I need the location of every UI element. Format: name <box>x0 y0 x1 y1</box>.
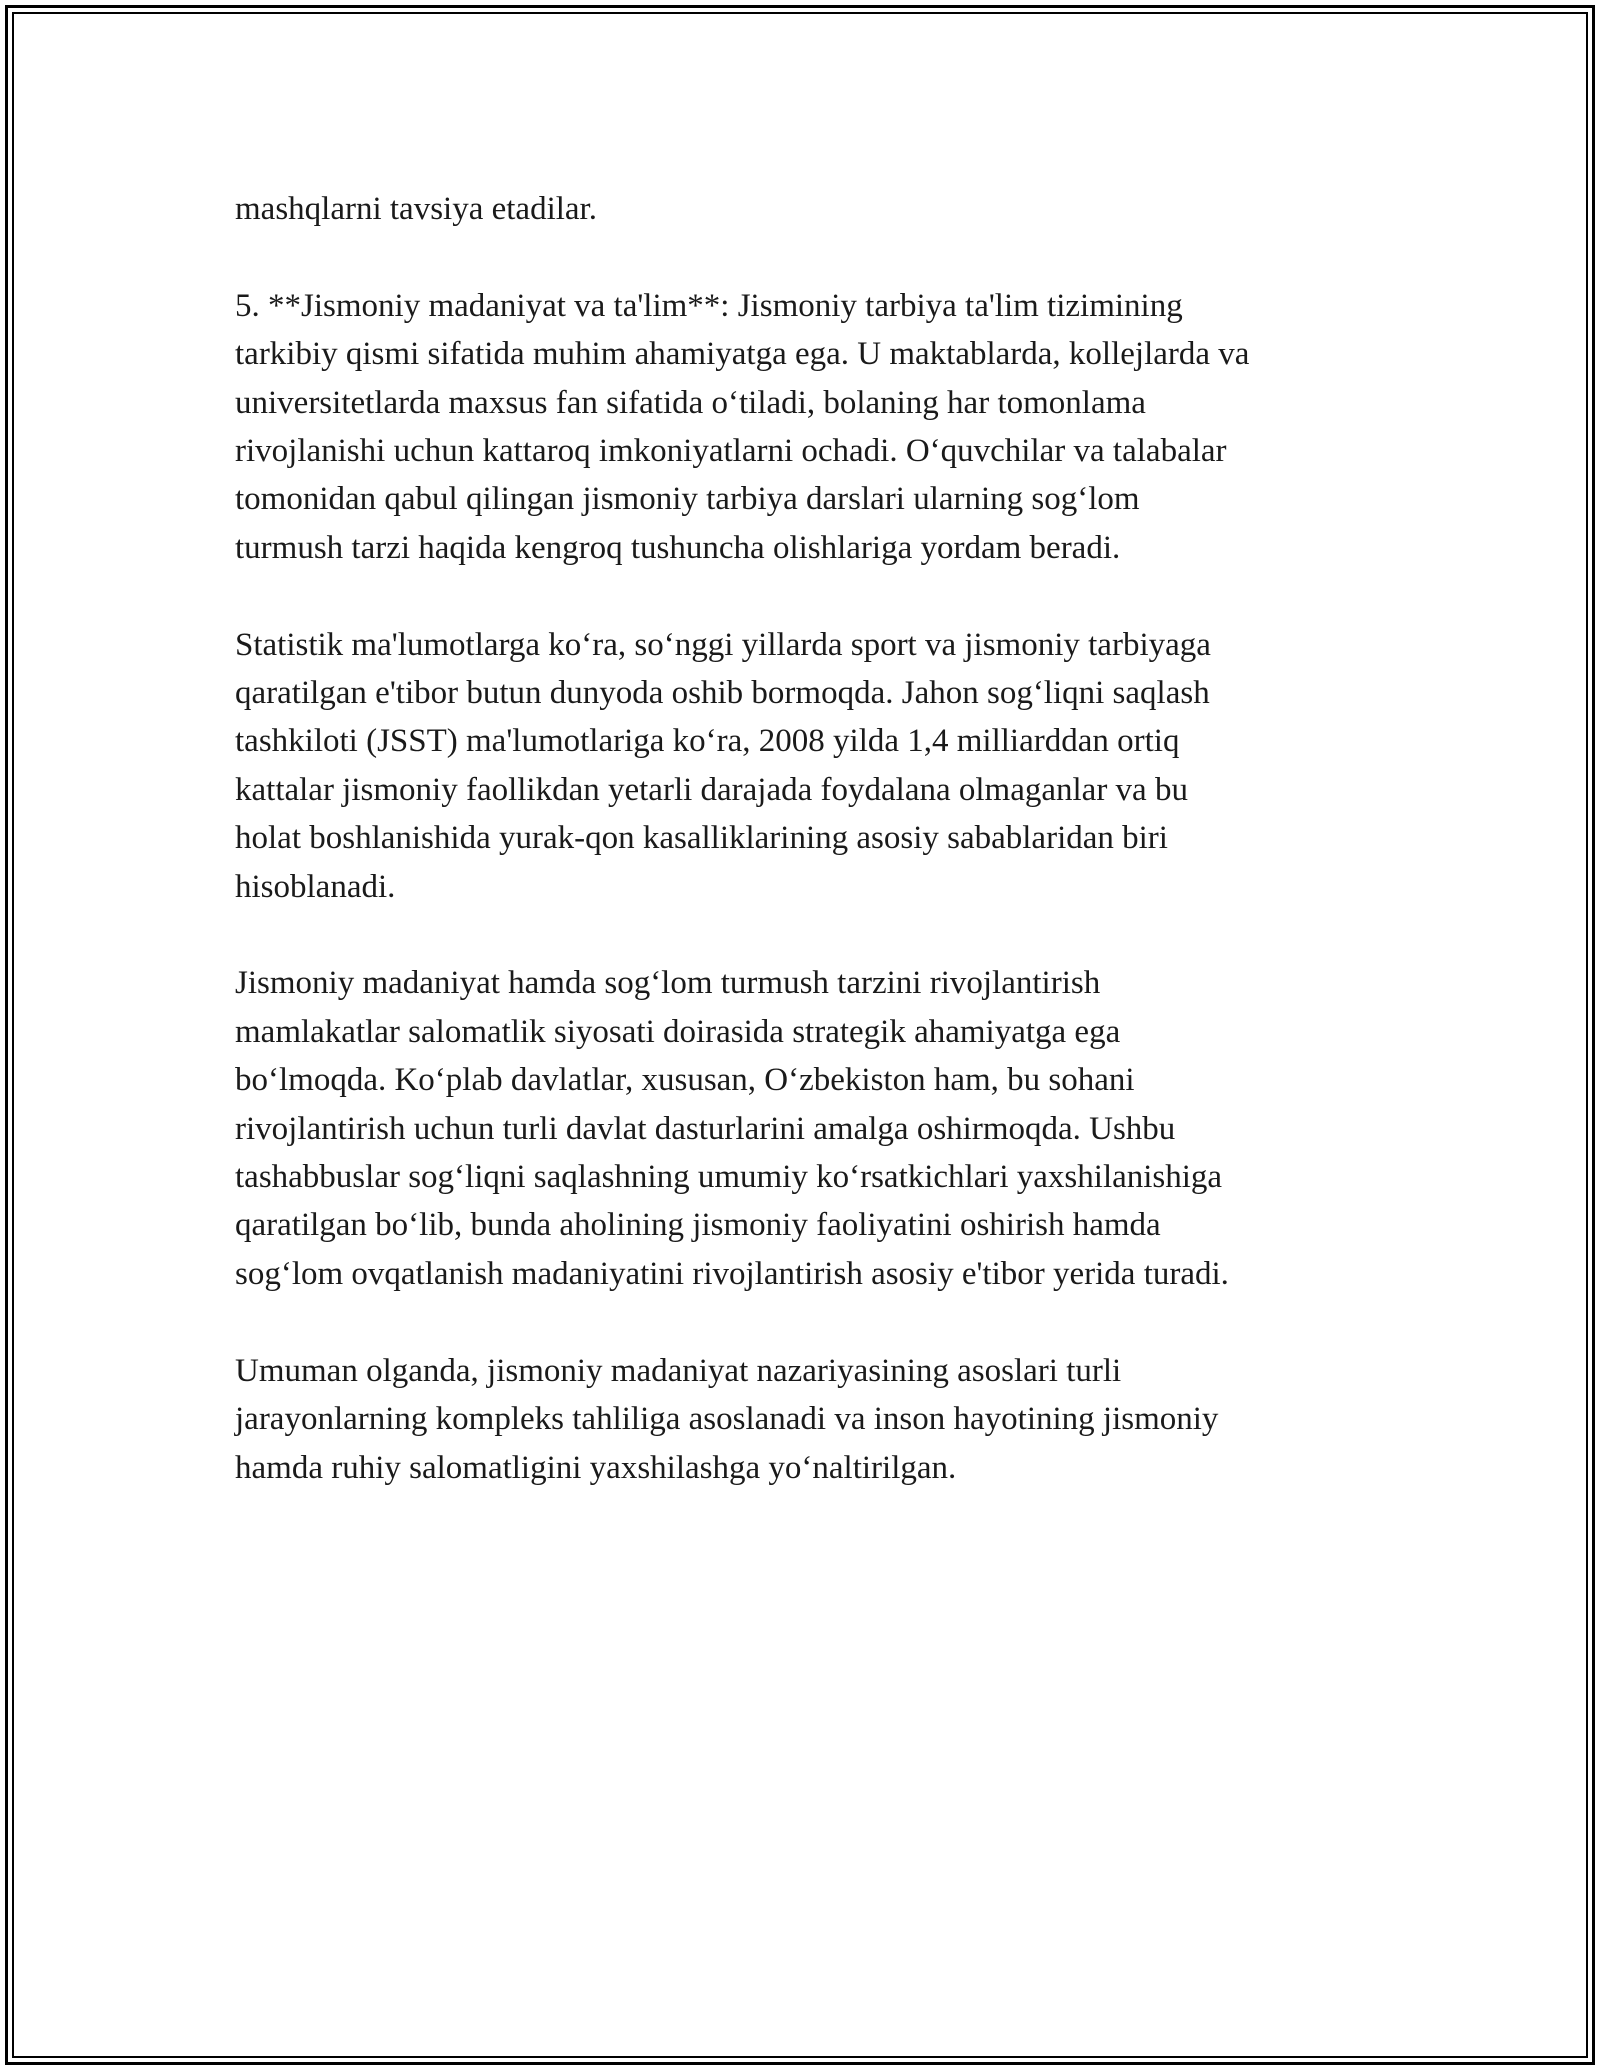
paragraph-continuation: mashqlarni tavsiya etadilar. <box>235 191 597 227</box>
document-body <box>235 185 1395 1540</box>
paragraph-conclusion: Umuman olganda, jismoniy madaniyat nazariyasining asoslari turli jarayonlarning kompleks tahliliga asoslanadi va inson hayotining jismoniy hamda ruhiy salomatligini yaxshilashga yo‘naltirilgan. <box>235 1352 1219 1486</box>
paragraph-physical-culture-education: 5. **Jismoniy madaniyat va ta'lim**: Jismoniy tarbiya ta'lim tizimining tarkibiy qismi sifatida muhim ahamiyatga ega. U maktablarda, kollejlarda va universitetlarda maxsus fan sifatida o‘tiladi, bolaning har tomonlama rivojlanishi uchun kattaroq imkoniyatlarni ochadi. O‘quvchilar va talabalar tomonidan qabul qilingan jismoniy tarbiya darslari ularning sog‘lom turmush tarzi haqida kengroq tushuncha olishlariga yordam beradi. <box>235 287 1250 566</box>
paragraph-health-policy: Jismoniy madaniyat hamda sog‘lom turmush tarzini rivojlantirish mamlakatlar salomatlik siyosati doirasida strategik ahamiyatga ega bo‘lmoqda. Ko‘plab davlatlar, xususan, O‘zbekiston ham, bu sohani rivojlantirish uchun turli davlat dasturlarini amalga oshirmoqda. Ushbu tashabbuslar sog‘liqni saqlashning umumiy ko‘rsatkichlari yaxshilanishiga qaratilgan bo‘lib, bunda aholining jismoniy faoliyatini oshirish hamda sog‘lom ovqatlanish madaniyatini rivojlantirish asosiy e'tibor yerida turadi. <box>235 965 1229 1292</box>
paragraph-statistics: Statistik ma'lumotlarga ko‘ra, so‘nggi yillarda sport va jismoniy tarbiyaga qaratilgan e'tibor butun dunyoda oshib bormoqda. Jahon sog‘liqni saqlash tashkiloti (JSST) ma'lumotlariga ko‘ra, 2008 yilda 1,4 milliarddan ortiq kattalar jismoniy faollikdan yetarli darajada foydalana olmaganlar va bu holat boshlanishida yurak-qon kasalliklarining asosiy sabablaridan biri hisoblanadi. <box>235 626 1211 905</box>
